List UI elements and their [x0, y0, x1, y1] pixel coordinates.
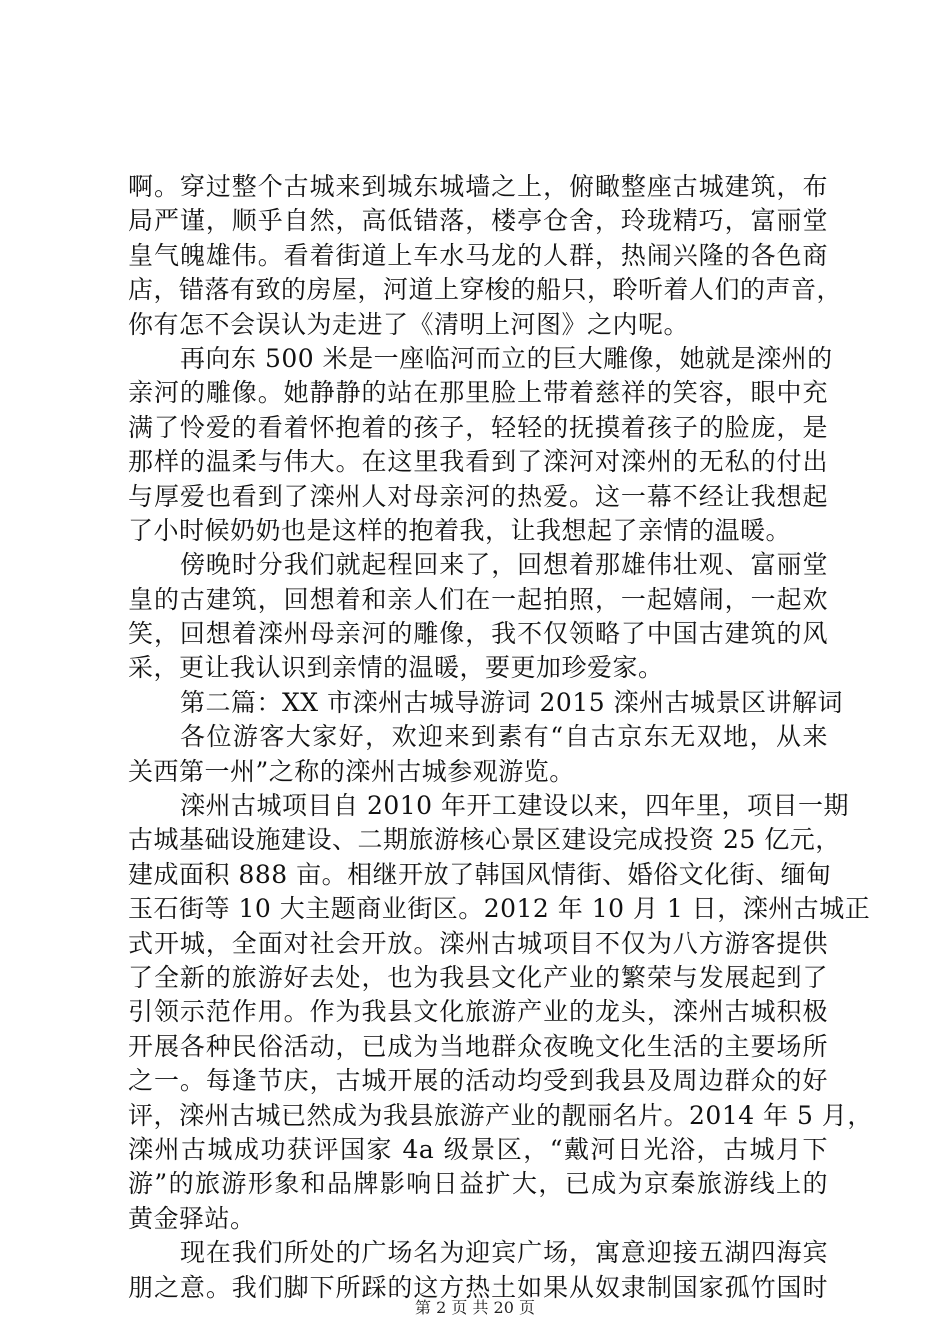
- text-line: 黄金驿站。: [128, 1203, 256, 1233]
- text-line: 那样的温柔与伟大。在这里我看到了滦河对滦州的无私的付出: [128, 447, 828, 477]
- text-line: 啊。穿过整个古城来到城东城墙之上，俯瞰整座古城建筑，布: [128, 172, 828, 201]
- text-line: 各位游客大家好，欢迎来到素有“自古京东无双地，从来: [180, 722, 828, 752]
- text-line: 现在我们所处的广场名为迎宾广场，寓意迎接五湖四海宾: [180, 1238, 828, 1268]
- text-line: 第二篇：XX 市滦州古城导游词 2015 滦州古城景区讲解词: [180, 687, 844, 717]
- text-line: 评，滦州古城已然成为我县旅游产业的靓丽名片。2014 年 5 月，: [128, 1100, 873, 1130]
- text-line: 你有怎不会误认为走进了《清明上河图》之内呢。: [128, 309, 690, 339]
- document-body: [128, 170, 873, 1305]
- text-line: 皇的古建筑，回想着和亲人们在一起拍照，一起嬉闹，一起欢: [128, 584, 828, 614]
- text-line: 引领示范作用。作为我县文化旅游产业的龙头，滦州古城积极: [128, 997, 828, 1027]
- text-line: 朋之意。我们脚下所踩的这方热土如果从奴隶制国家孤竹国时: [128, 1272, 828, 1302]
- text-line: 亲河的雕像。她静静的站在那里脸上带着慈祥的笑容，眼中充: [128, 378, 828, 408]
- text-line: 式开城，全面对社会开放。滦州古城项目不仅为八方游客提供: [128, 928, 828, 958]
- text-line: 店，错落有致的房屋，河道上穿梭的船只，聆听着人们的声音，: [128, 275, 843, 305]
- page-footer: 第 2 页 共 20 页: [415, 1298, 535, 1317]
- text-line: 满了怜爱的看着怀抱着的孩子，轻轻的抚摸着孩子的脸庞，是: [128, 412, 828, 442]
- text-line: 玉石街等 10 大主题商业街区。2012 年 10 月 1 日，滦州古城正: [128, 894, 871, 924]
- text-line: 局严谨，顺乎自然，高低错落，楼亭仓舍，玲珑精巧，富丽堂: [128, 206, 828, 236]
- text-line: 关西第一州”之称的滦州古城参观游览。: [128, 756, 575, 786]
- text-line: 游”的旅游形象和品牌影响日益扩大，已成为京秦旅游线上的: [128, 1169, 828, 1199]
- text-line: 滦州古城项目自 2010 年开工建设以来，四年里，项目一期: [180, 791, 850, 821]
- text-line: 再向东 500 米是一座临河而立的巨大雕像，她就是滦州的: [180, 343, 833, 373]
- text-line: 古城基础设施建设、二期旅游核心景区建设完成投资 25 亿元，: [128, 825, 841, 855]
- text-line: 采，更让我认识到亲情的温暖，要更加珍爱家。: [128, 653, 664, 683]
- text-line: 了小时候奶奶也是这样的抱着我，让我想起了亲情的温暖。: [128, 515, 792, 545]
- text-line: 傍晚时分我们就起程回来了，回想着那雄伟壮观、富丽堂: [180, 550, 828, 580]
- text-line: 建成面积 888 亩。相继开放了韩国风情街、婚俗文化街、缅甸: [128, 859, 832, 889]
- text-line: 皇气魄雄伟。看着街道上车水马龙的人群，热闹兴隆的各色商: [128, 240, 828, 270]
- text-line: 笑，回想着滦州母亲河的雕像，我不仅领略了中国古建筑的风: [128, 619, 828, 649]
- text-line: 开展各种民俗活动，已成为当地群众夜晚文化生活的主要场所: [128, 1031, 828, 1061]
- text-line: 与厚爱也看到了滦州人对母亲河的热爱。这一幕不经让我想起: [128, 481, 828, 511]
- text-line: 滦州古城成功获评国家 4a 级景区，“戴河日光浴，古城月下: [128, 1134, 828, 1164]
- text-line: 了全新的旅游好去处，也为我县文化产业的繁荣与发展起到了: [128, 962, 828, 992]
- text-line: 之一。每逢节庆，古城开展的活动均受到我县及周边群众的好: [128, 1066, 828, 1096]
